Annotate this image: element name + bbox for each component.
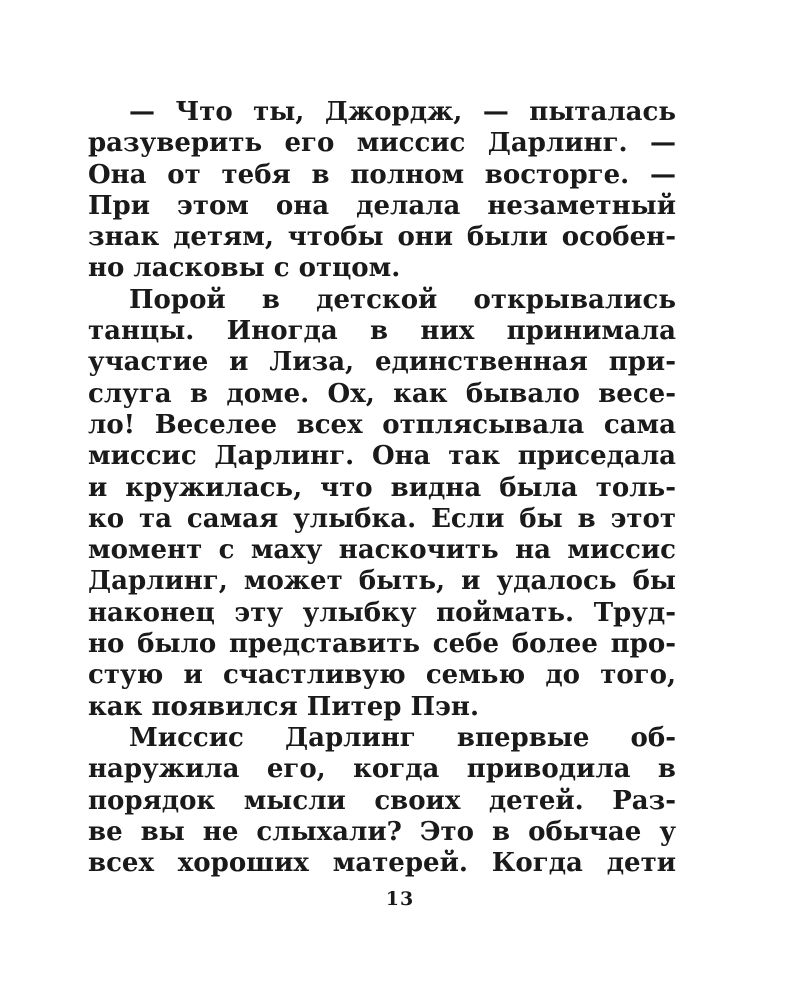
text-line: Дарлинг, может быть, и удалось бы (88, 566, 676, 597)
text-line: участие и Лиза, единственная при- (88, 347, 676, 378)
text-line: момент с маху наскочить на миссис (88, 535, 676, 566)
text-line: наконец эту улыбку поймать. Труд- (88, 597, 676, 628)
text-line: как появился Питер Пэн. (88, 691, 479, 722)
paragraph-1 (88, 97, 676, 285)
paragraph-3 (88, 723, 676, 879)
body-text (88, 97, 676, 879)
text-line: — Что ты, Джордж, — пыталась (129, 97, 676, 127)
text-line: порядок мысли своих детей. Раз- (88, 785, 676, 816)
text-line: Порой в детской открывались (129, 284, 676, 315)
text-line: слуга в доме. Ох, как бывало весе- (88, 378, 676, 409)
paragraph-2 (88, 285, 676, 723)
text-line: миссис Дарлинг. Она так приседала (88, 441, 676, 472)
page-number: 13 (385, 888, 415, 910)
text-line: ло! Веселее всех отплясывала сама (88, 409, 676, 440)
text-line: Миссис Дарлинг впервые об- (129, 722, 676, 753)
text-line: танцы. Иногда в них принимала (88, 316, 676, 347)
text-line: Она от тебя в полном восторге. — (88, 159, 676, 190)
text-line: ко та самая улыбка. Если бы в этот (88, 503, 676, 534)
text-line: но ласковы с отцом. (88, 253, 401, 284)
text-line: стую и счастливую семью до того, (88, 660, 676, 691)
text-line: разуверить его миссис Дарлинг. — (88, 128, 676, 159)
text-line: наружила его, когда приводила в (88, 754, 676, 785)
text-line: всех хороших матерей. Когда дети (88, 848, 676, 879)
text-line: и кружилась, что видна была толь- (88, 472, 676, 503)
text-line: но было представить себе более про- (88, 629, 676, 660)
text-line: ве вы не слыхали? Это в обычае у (88, 816, 676, 847)
text-line: При этом она делала незаметный (88, 190, 676, 221)
text-line: знак детям, чтобы они были особен- (88, 222, 676, 253)
